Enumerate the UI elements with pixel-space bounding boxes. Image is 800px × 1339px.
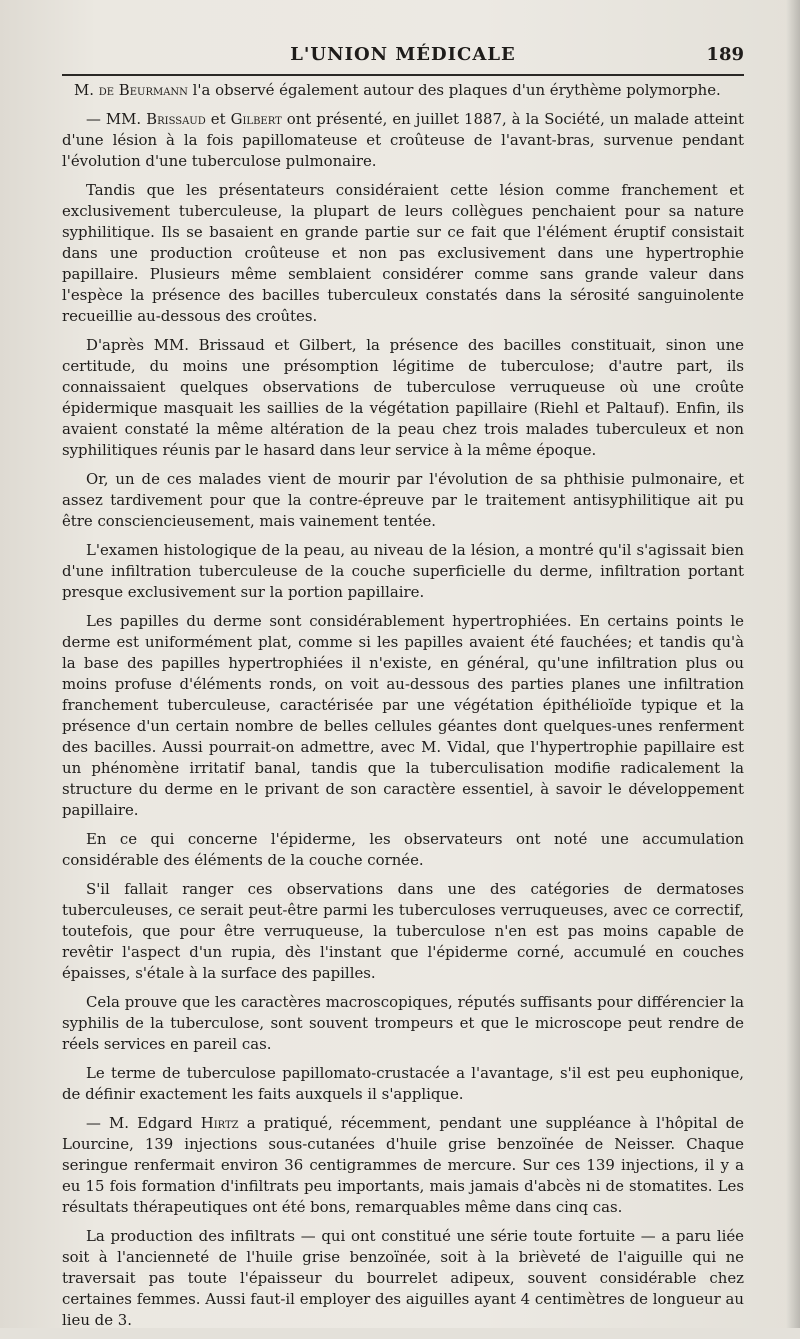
page-edge-shadow (786, 0, 800, 1328)
paragraph (62, 1113, 744, 1218)
paragraph (62, 109, 744, 172)
paragraph-prefix: — M. Edgard (86, 1114, 201, 1132)
paragraph: Les papilles du derme sont considérablement hypertrophiées. En certains points le derme est uniformément plat, comme si les papilles avaient été fauchées; et tandis qu'à la base des papilles hypertrophiées il n'existe, en général, qu'une infiltration plus ou moins profuse d'éléments ronds, on voit au-dessous des parties planes une infiltration franchement tuberculeuse, caractérisée par une végétation épithélioïde typique et la présence d'un certain nombre de belles cellules géantes dont quelques-unes renferment des bacilles. Aussi pourrait-on admettre, avec M. Vidal, que l'hypertrophie papillaire est un phénomène irritatif banal, tandis que la tuberculisation modifie radicalement la structure du derme en le privant de son caractère essentiel, à savoir le développement papillaire. (62, 612, 744, 819)
author-name: Hirtz (200, 1114, 239, 1132)
author-name: de Beurmann (98, 81, 188, 99)
paragraph: L'examen histologique de la peau, au niveau de la lésion, a montré qu'il s'agissait bien d'une infiltration tuberculeuse de la couche superficielle du derme, infiltration portant presque exclusivement sur la portion papillaire. (62, 541, 744, 601)
paragraph: S'il fallait ranger ces observations dans une des catégories de dermatoses tuberculeuses, ce serait peut-être parmi les tuberculoses verruqueuses, avec ce correctif, toutefois, que pour être verruqueuse, la tuberculose n'en est pas moins capable de revêtir l'aspect d'un rupia, dès l'instant que l'épiderme corné, accumulé en couches épaisses, s'étale à la surface des papilles. (62, 880, 744, 982)
paragraph: D'après MM. Brissaud et Gilbert, la présence des bacilles constituait, sinon une certitude, du moins une présomption légitime de tuberculose; d'autre part, ils connaissaient quelques observations de tuberculose verruqueuse où une croûte épidermique masquait les saillies de la végétation papillaire (Riehl et Paltauf). Enfin, ils avaient constaté la même altération de la peau chez trois malades tuberculeux et non syphilitiques réunis par le hasard dans leur service à la même époque. (62, 336, 744, 459)
paragraph: Tandis que les présentateurs considéraient cette lésion comme franchement et exclusivement tuberculeuse, la plupart de leurs collègues penchaient pour sa nature syphilitique. Ils se basaient en grande partie sur ce fait que l'élément éruptif consistait dans une production croûteuse et non pas exclusivement dans une hypertrophie papillaire. Plusieurs même semblaient considérer comme sans grande valeur dans l'espèce la présence des bacilles tuberculeux constatés dans la sérosité sanguinolente recueillie au-dessous des croûtes. (62, 181, 744, 325)
author-name: Brissaud (146, 110, 206, 128)
paragraph: Cela prouve que les caractères macroscopiques, réputés suffisants pour différencier la syphilis de la tuberculose, sont souvent trompeurs et que le microscope peut rendre de réels services en pareil cas. (62, 993, 744, 1053)
page-number: 189 (706, 44, 744, 65)
paragraph: Le terme de tuberculose papillomato-crustacée a l'avantage, s'il est peu euphonique, de définir exactement les faits auxquels il s'applique. (62, 1064, 744, 1103)
page-header (62, 42, 744, 72)
paragraph-text: ont présenté, en juillet 1887, à la Société, un malade atteint d'une lésion à la fois papillomateuse et croûteuse de l'avant-bras, survenue pendant l'évolution d'une tuberculose pulmonaire. (62, 110, 744, 170)
header-rule (62, 74, 744, 76)
paragraph-prefix: — MM. (86, 110, 147, 128)
article-body (62, 80, 744, 1339)
paragraph-text: l'a observé également autour des plaques d'un érythème polymorphe. (187, 81, 721, 99)
paragraph-text: a pratiqué, récemment, pendant une suppléance à l'hôpital de Lourcine, 139 injections sous-cutanées d'huile grise benzoïnée de Neisser. Chaque seringue renfermait environ 36 centigrammes de mercure. Sur ces 139 injections, il y a eu 15 fois formation d'infiltrats peu importants, mais jamais d'abcès ni de stomatites. Les résultats thérapeutiques ont été bons, remarquables même dans cinq cas. (62, 1114, 744, 1216)
paragraph-prefix: M. (74, 81, 99, 99)
paragraph (62, 80, 744, 101)
paragraph: Or, un de ces malades vient de mourir par l'évolution de sa phthisie pulmonaire, et assez tardivement pour que la contre-épreuve par le traitement antisyphilitique ait pu être consciencieusement, mais vainement tentée. (62, 470, 744, 530)
running-title: L'UNION MÉDICALE (290, 44, 516, 65)
paragraph-joiner: et (205, 110, 231, 128)
author-name: Gilbert (230, 110, 282, 128)
paragraph: En ce qui concerne l'épiderme, les observateurs ont noté une accumulation considérable des éléments de la couche cornée. (62, 830, 744, 869)
paragraph: La production des infiltrats — qui ont constitué une série toute fortuite — a paru liée soit à l'ancienneté de l'huile grise benzoïnée, soit à la brièveté de l'aiguille qui ne traversait pas toute l'épaisseur du bourrelet adipeux, souvent considérable chez certaines femmes. Aussi faut-il employer des aiguilles ayant 4 centimètres de longueur au lieu de 3. (62, 1227, 744, 1329)
